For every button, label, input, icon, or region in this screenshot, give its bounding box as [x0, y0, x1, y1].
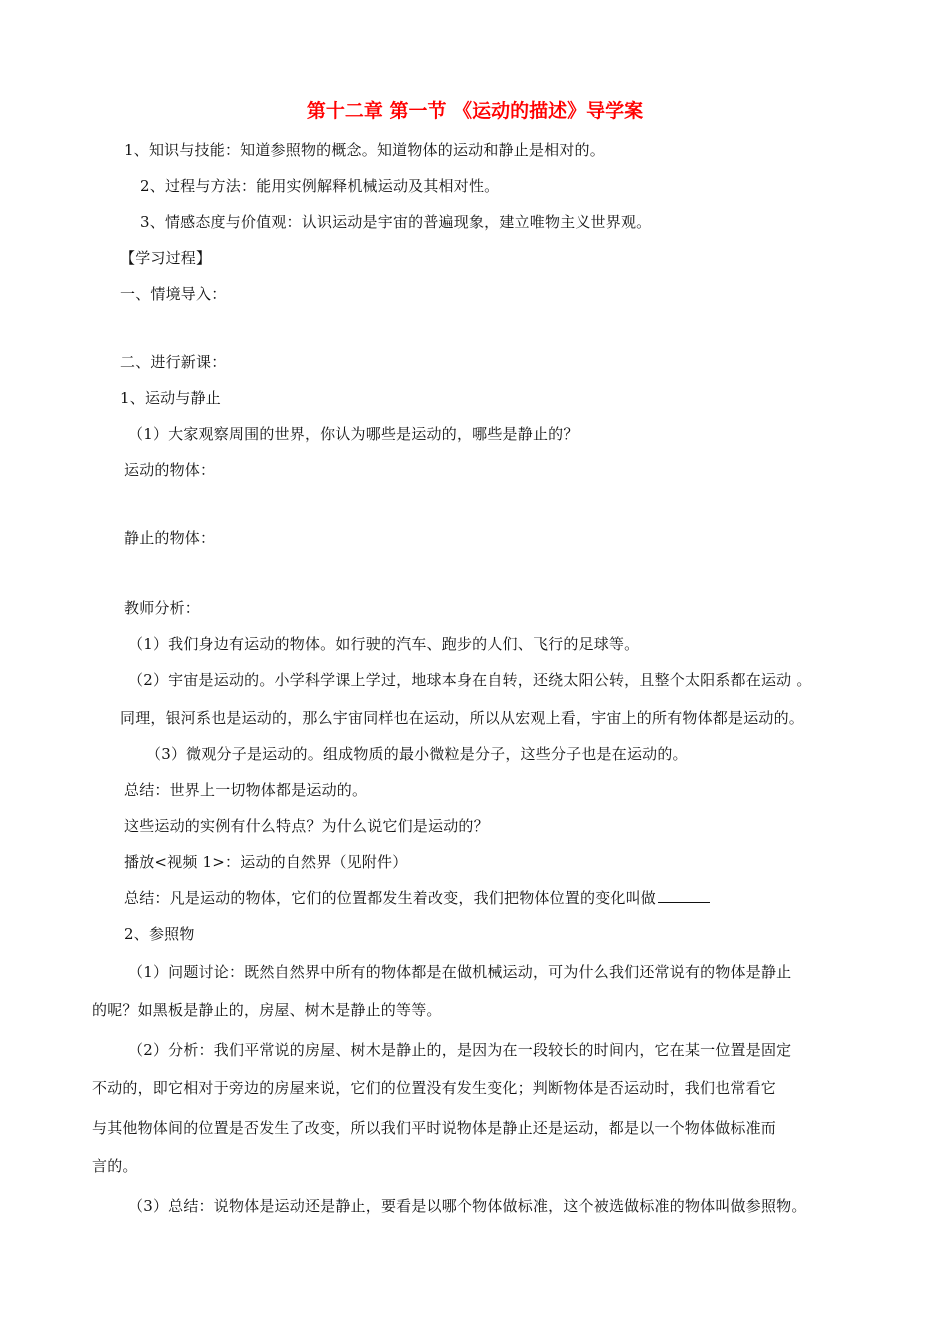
analysis-2b: 同理，银河系也是运动的，那么宇宙同样也在运动，所以从宏观上看，宇宙上的所有物体都是运动的。	[120, 709, 805, 727]
discussion-a: （1）问题讨论：既然自然界中所有的物体都是在做机械运动，可为什么我们还常说有的物体是静止	[128, 963, 792, 981]
part2-summary: （3）总结：说物体是运动还是静止，要看是以哪个物体做标准，这个被选做标准的物体叫做参照物。	[128, 1197, 807, 1215]
video-line: 播放<视频 1>：运动的自然界（见附件）	[124, 853, 408, 871]
teacher-analysis-label: 教师分析：	[124, 599, 201, 617]
analysis-p2-c: 与其他物体间的位置是否发生了改变，所以我们平时说物体是静止还是运动，都是以一个物体做标准而	[92, 1119, 777, 1137]
document-title: 第十二章 第一节 《运动的描述》导学案	[306, 100, 644, 122]
objective-process: 2、过程与方法：能用实例解释机械运动及其相对性。	[140, 177, 500, 195]
section-new-lesson: 二、进行新课：	[120, 353, 227, 371]
question-2: 这些运动的实例有什么特点？为什么说它们是运动的？	[124, 817, 489, 835]
analysis-p2-a: （2）分析：我们平常说的房屋、树木是静止的，是因为在一段较长的时间内，它在某一位置是固定	[128, 1041, 792, 1059]
analysis-p2-b: 不动的，即它相对于旁边的房屋来说，它们的位置没有发生变化；判断物体是否运动时，我们也常看它	[92, 1079, 777, 1097]
process-heading: 【学习过程】	[120, 249, 212, 267]
summary-2-line	[124, 888, 710, 908]
objective-knowledge: 1、知识与技能：知道参照物的概念。知道物体的运动和静止是相对的。	[124, 141, 605, 159]
part2-heading: 2、参照物	[124, 925, 195, 943]
discussion-b: 的呢？如黑板是静止的，房屋、树木是静止的等等。	[92, 1001, 442, 1019]
analysis-3: （3）微观分子是运动的。组成物质的最小微粒是分子，这些分子也是在运动的。	[146, 745, 688, 763]
objective-attitude: 3、情感态度与价值观：认识运动是宇宙的普遍现象，建立唯物主义世界观。	[140, 213, 652, 231]
analysis-p2-d: 言的。	[92, 1157, 138, 1175]
summary-2: 总结：凡是运动的物体，它们的位置都发生着改变，我们把物体位置的变化叫做	[124, 889, 657, 907]
summary-1: 总结：世界上一切物体都是运动的。	[124, 781, 368, 799]
static-objects-label: 静止的物体：	[124, 529, 216, 547]
moving-objects-label: 运动的物体：	[124, 461, 216, 479]
part1-heading: 1、运动与静止	[120, 389, 221, 407]
fill-in-blank[interactable]	[658, 888, 710, 903]
analysis-1: （1）我们身边有运动的物体。如行驶的汽车、跑步的人们、飞行的足球等。	[128, 635, 640, 653]
analysis-2a: （2）宇宙是运动的。小学科学课上学过，地球本身在自转，还绕太阳公转，且整个太阳系都在运动 。	[128, 671, 812, 689]
section-intro: 一、情境导入：	[120, 285, 227, 303]
part1-question: （1）大家观察周围的世界，你认为哪些是运动的，哪些是静止的？	[128, 425, 579, 443]
